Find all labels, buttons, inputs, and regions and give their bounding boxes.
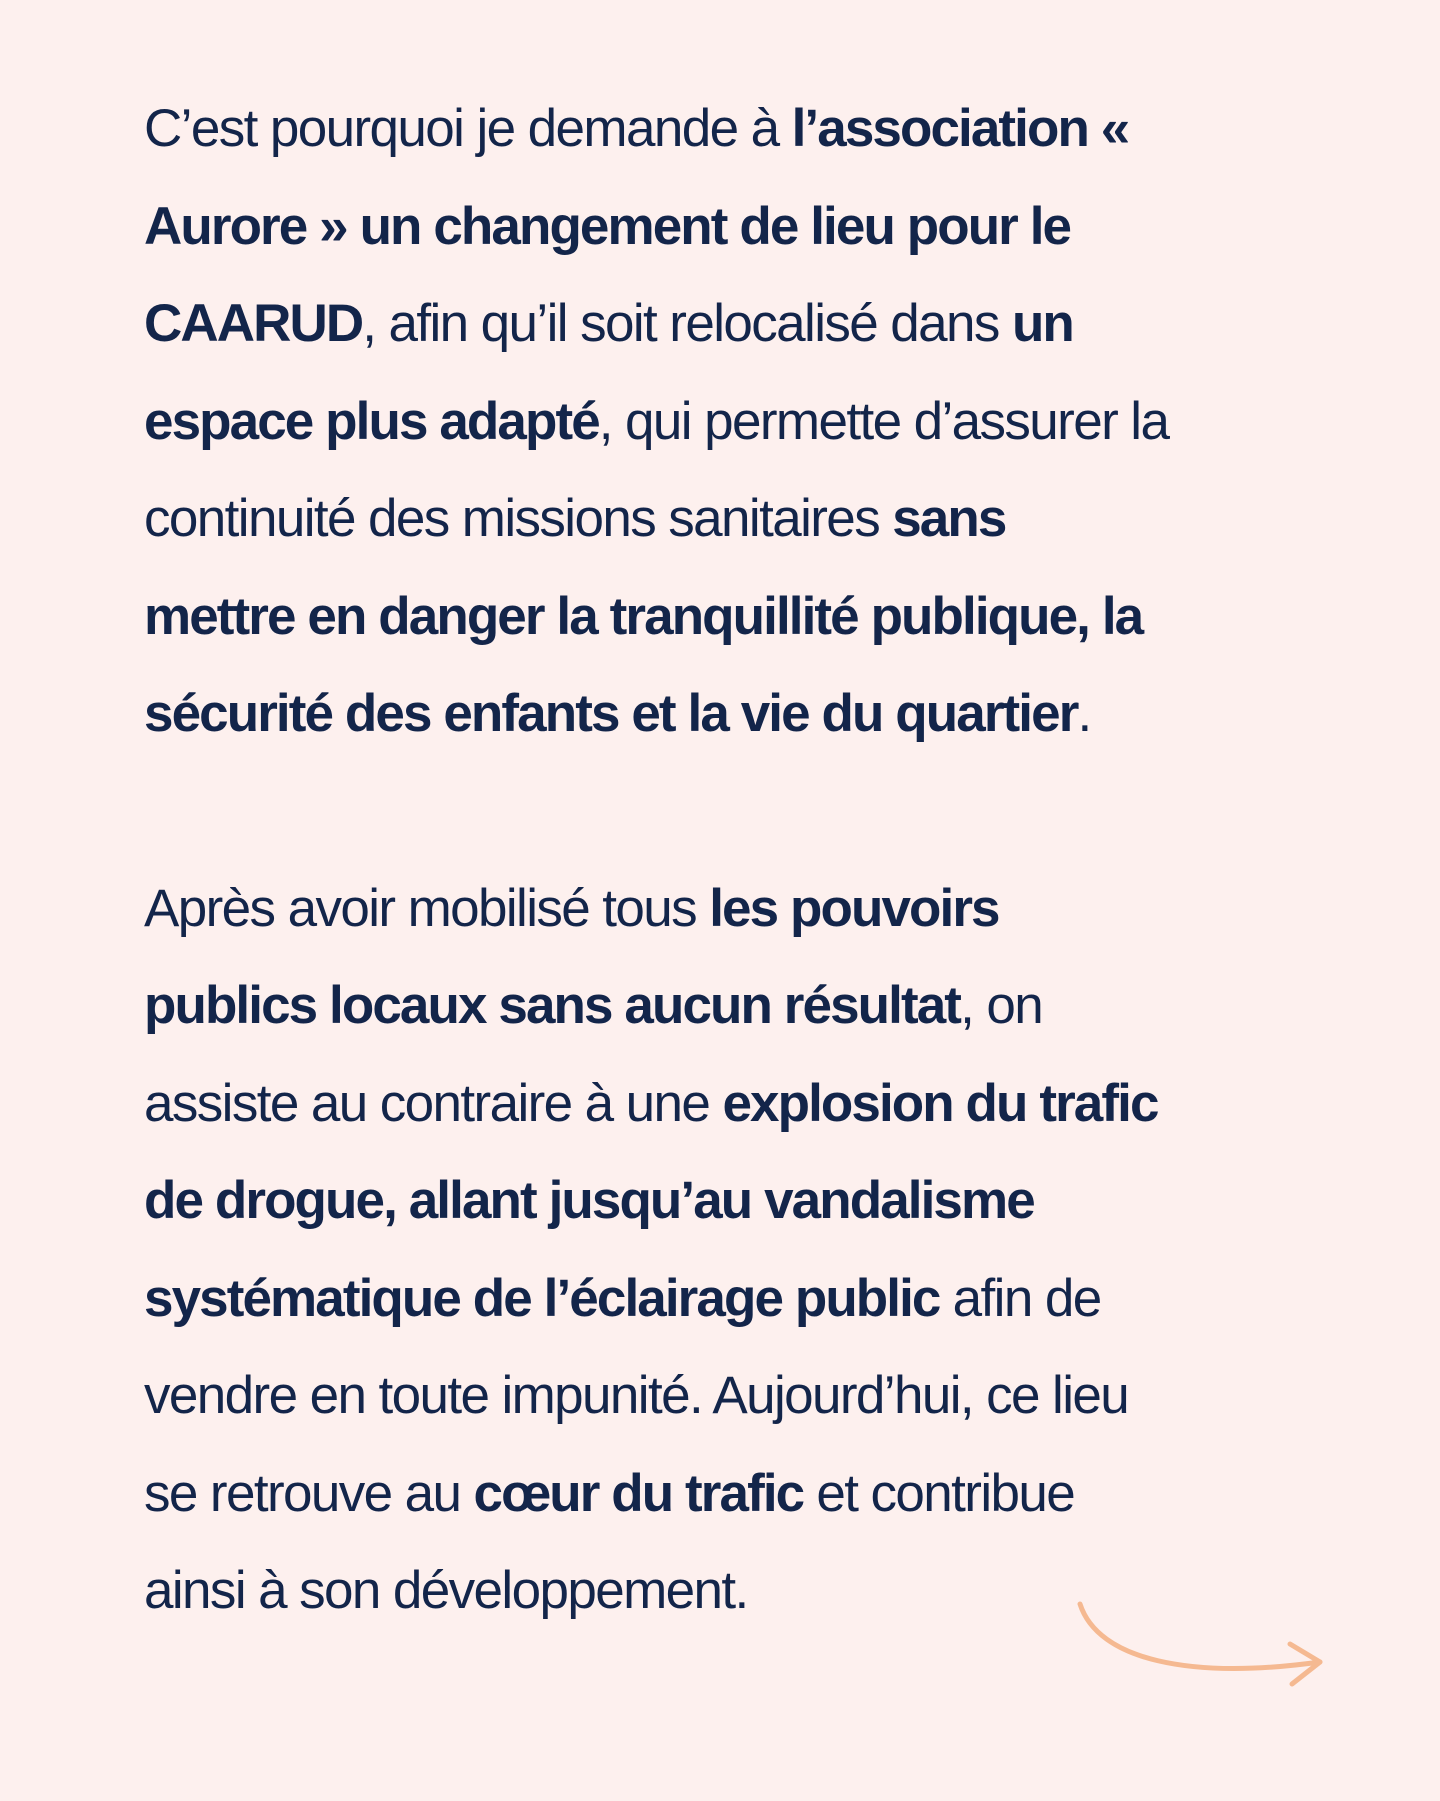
text-line bbox=[144, 665, 1394, 763]
curved-right-arrow-icon[interactable] bbox=[1070, 1590, 1340, 1700]
text-line bbox=[144, 860, 1394, 958]
text-run: , afin qu’il soit relocalisé dans bbox=[362, 294, 1012, 353]
bold-text-run: explosion du trafic bbox=[722, 1073, 1158, 1133]
bold-text-run: les pouvoirs bbox=[709, 878, 999, 938]
bold-text-run: espace plus adapté bbox=[144, 391, 599, 451]
text-run: ainsi à son développement. bbox=[144, 1561, 748, 1620]
text-run: C’est pourquoi je demande à bbox=[144, 99, 792, 158]
text-run: et contribue bbox=[803, 1463, 1075, 1523]
text-line bbox=[144, 373, 1394, 471]
bold-text-run: sécurité des enfants et la vie du quartier bbox=[144, 684, 1078, 743]
arrow-shaft bbox=[1080, 1604, 1320, 1668]
text-run: , on bbox=[960, 976, 1043, 1035]
bold-text-run: systématique de l’éclairage public bbox=[144, 1268, 940, 1328]
text-line bbox=[144, 1445, 1394, 1543]
text-run: continuité des missions sanitaires bbox=[144, 489, 893, 548]
bold-text-run: CAARUD bbox=[144, 294, 363, 353]
text-run: . bbox=[1077, 684, 1091, 743]
text-line bbox=[144, 275, 1394, 373]
article-content bbox=[144, 80, 1394, 1640]
bold-text-run: cœur du trafic bbox=[473, 1463, 804, 1523]
text-run: afin de bbox=[939, 1268, 1101, 1328]
text-line bbox=[144, 470, 1394, 568]
text-run: , qui permette d’assurer la bbox=[598, 391, 1169, 451]
text-line bbox=[144, 1250, 1394, 1348]
text-line bbox=[144, 957, 1394, 1055]
paragraph-request bbox=[144, 80, 1394, 763]
text-line bbox=[144, 568, 1394, 666]
text-run: assiste au contraire à une bbox=[144, 1073, 723, 1133]
text-run: Après avoir mobilisé tous bbox=[144, 878, 710, 938]
bold-text-run: de drogue, allant jusqu’au vandalisme bbox=[144, 1171, 1034, 1230]
paragraph-situation bbox=[144, 860, 1394, 1640]
bold-text-run: l’association « bbox=[791, 99, 1129, 158]
text-line bbox=[144, 1347, 1394, 1445]
text-line bbox=[144, 80, 1394, 178]
text-line bbox=[144, 178, 1394, 276]
text-line bbox=[144, 1055, 1394, 1153]
text-line bbox=[144, 1152, 1394, 1250]
text-run: se retrouve au bbox=[144, 1463, 474, 1523]
text-run: vendre en toute impunité. Aujourd’hui, ce lieu bbox=[144, 1366, 1129, 1425]
bold-text-run: Aurore » un changement de lieu pour le bbox=[144, 196, 1071, 256]
bold-text-run: sans bbox=[892, 489, 1006, 548]
bold-text-run: un bbox=[1011, 294, 1073, 353]
bold-text-run: mettre en danger la tranquillité publique, la bbox=[144, 586, 1143, 646]
bold-text-run: publics locaux sans aucun résultat bbox=[144, 976, 961, 1035]
